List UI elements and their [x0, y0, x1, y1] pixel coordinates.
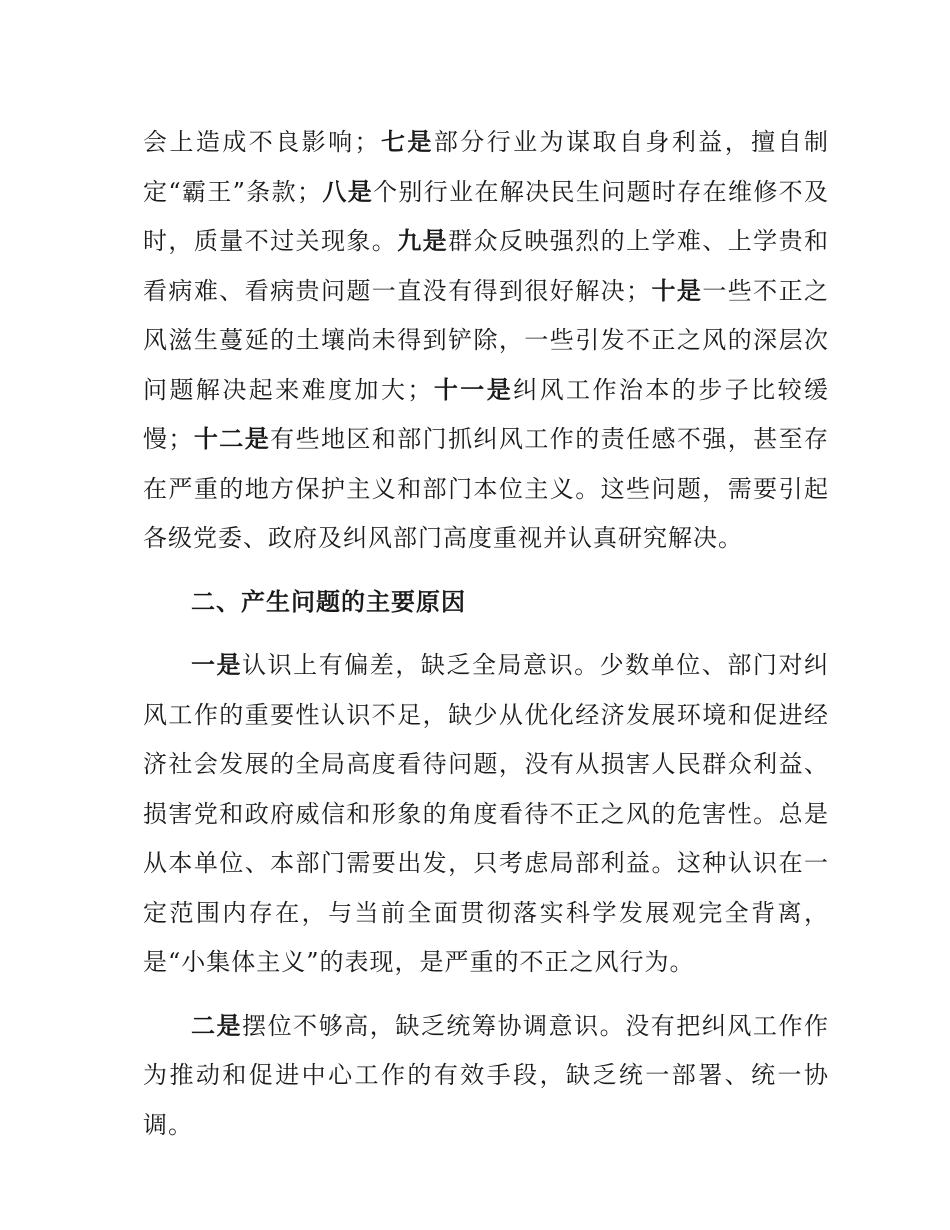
keyword-ten: 十是: [651, 276, 703, 305]
paragraph-reason-two: [143, 1002, 829, 1151]
text-segment: 一些不正之风滋生蔓延的土壤尚未得到铲除，一些引发不正之风的深层次问题解决起来难度加大；: [143, 276, 830, 404]
keyword-nine: 九是: [397, 227, 449, 255]
keyword-one: 一是: [191, 651, 243, 679]
text-segment: 有些地区和部门抓纠风工作的责任感不强，甚至存在严重的地方保护主义和部门本位主义。这些问题，需要引起各级党委、政府及纠风部门高度重视并认真研究解决。: [143, 425, 830, 552]
keyword-eleven: 十一是: [432, 375, 514, 404]
text-segment: 部分行业为谋取自身利益，擅自制定“霸王”条款；: [143, 128, 830, 206]
text-segment: 认识上有偏差，缺乏全局意识。少数单位、部门对纠风工作的重要性认识不足，缺少从优化经济发展环境和促进经济社会发展的全局高度看待问题，没有从损害人民群众利益、损害党和政府威信和形象的角度看待不正之风的危害性。总是从本单位、本部门需要出发，只考虑局部利益。这种认识在一定范围内存在，与当前全面贯彻落实科学发展观完全背离，是“小集体主义”的表现，是严重的不正之风行为。: [143, 651, 830, 976]
keyword-twelve: 十二是: [193, 425, 271, 453]
text-segment: 个别行业在解决民生问题时存在维修不及时，质量不过关现象。: [143, 177, 830, 255]
keyword-seven: 七是: [379, 128, 434, 156]
text-segment: 摆位不够高，缺乏统筹协调意识。没有把纠风工作作为推动和促进中心工作的有效手段，缺乏统一部署、统一协调。: [143, 1011, 830, 1139]
text-segment: 群众反映强烈的上学难、上学贵和看病难、看病贵问题一直没有得到很好解决；: [143, 227, 830, 305]
section-heading: 二、产生问题的主要原因: [191, 587, 466, 616]
text-segment: 会上造成不良影响；: [143, 128, 380, 156]
paragraph-problems-continued: [143, 118, 829, 564]
text-segment: 纠风工作治本的步子比较缓慢；: [143, 375, 830, 453]
paragraph-reason-one: [143, 641, 829, 988]
keyword-two: 二是: [191, 1011, 243, 1040]
keyword-eight: 八是: [322, 177, 374, 206]
document-body: [143, 118, 829, 1150]
